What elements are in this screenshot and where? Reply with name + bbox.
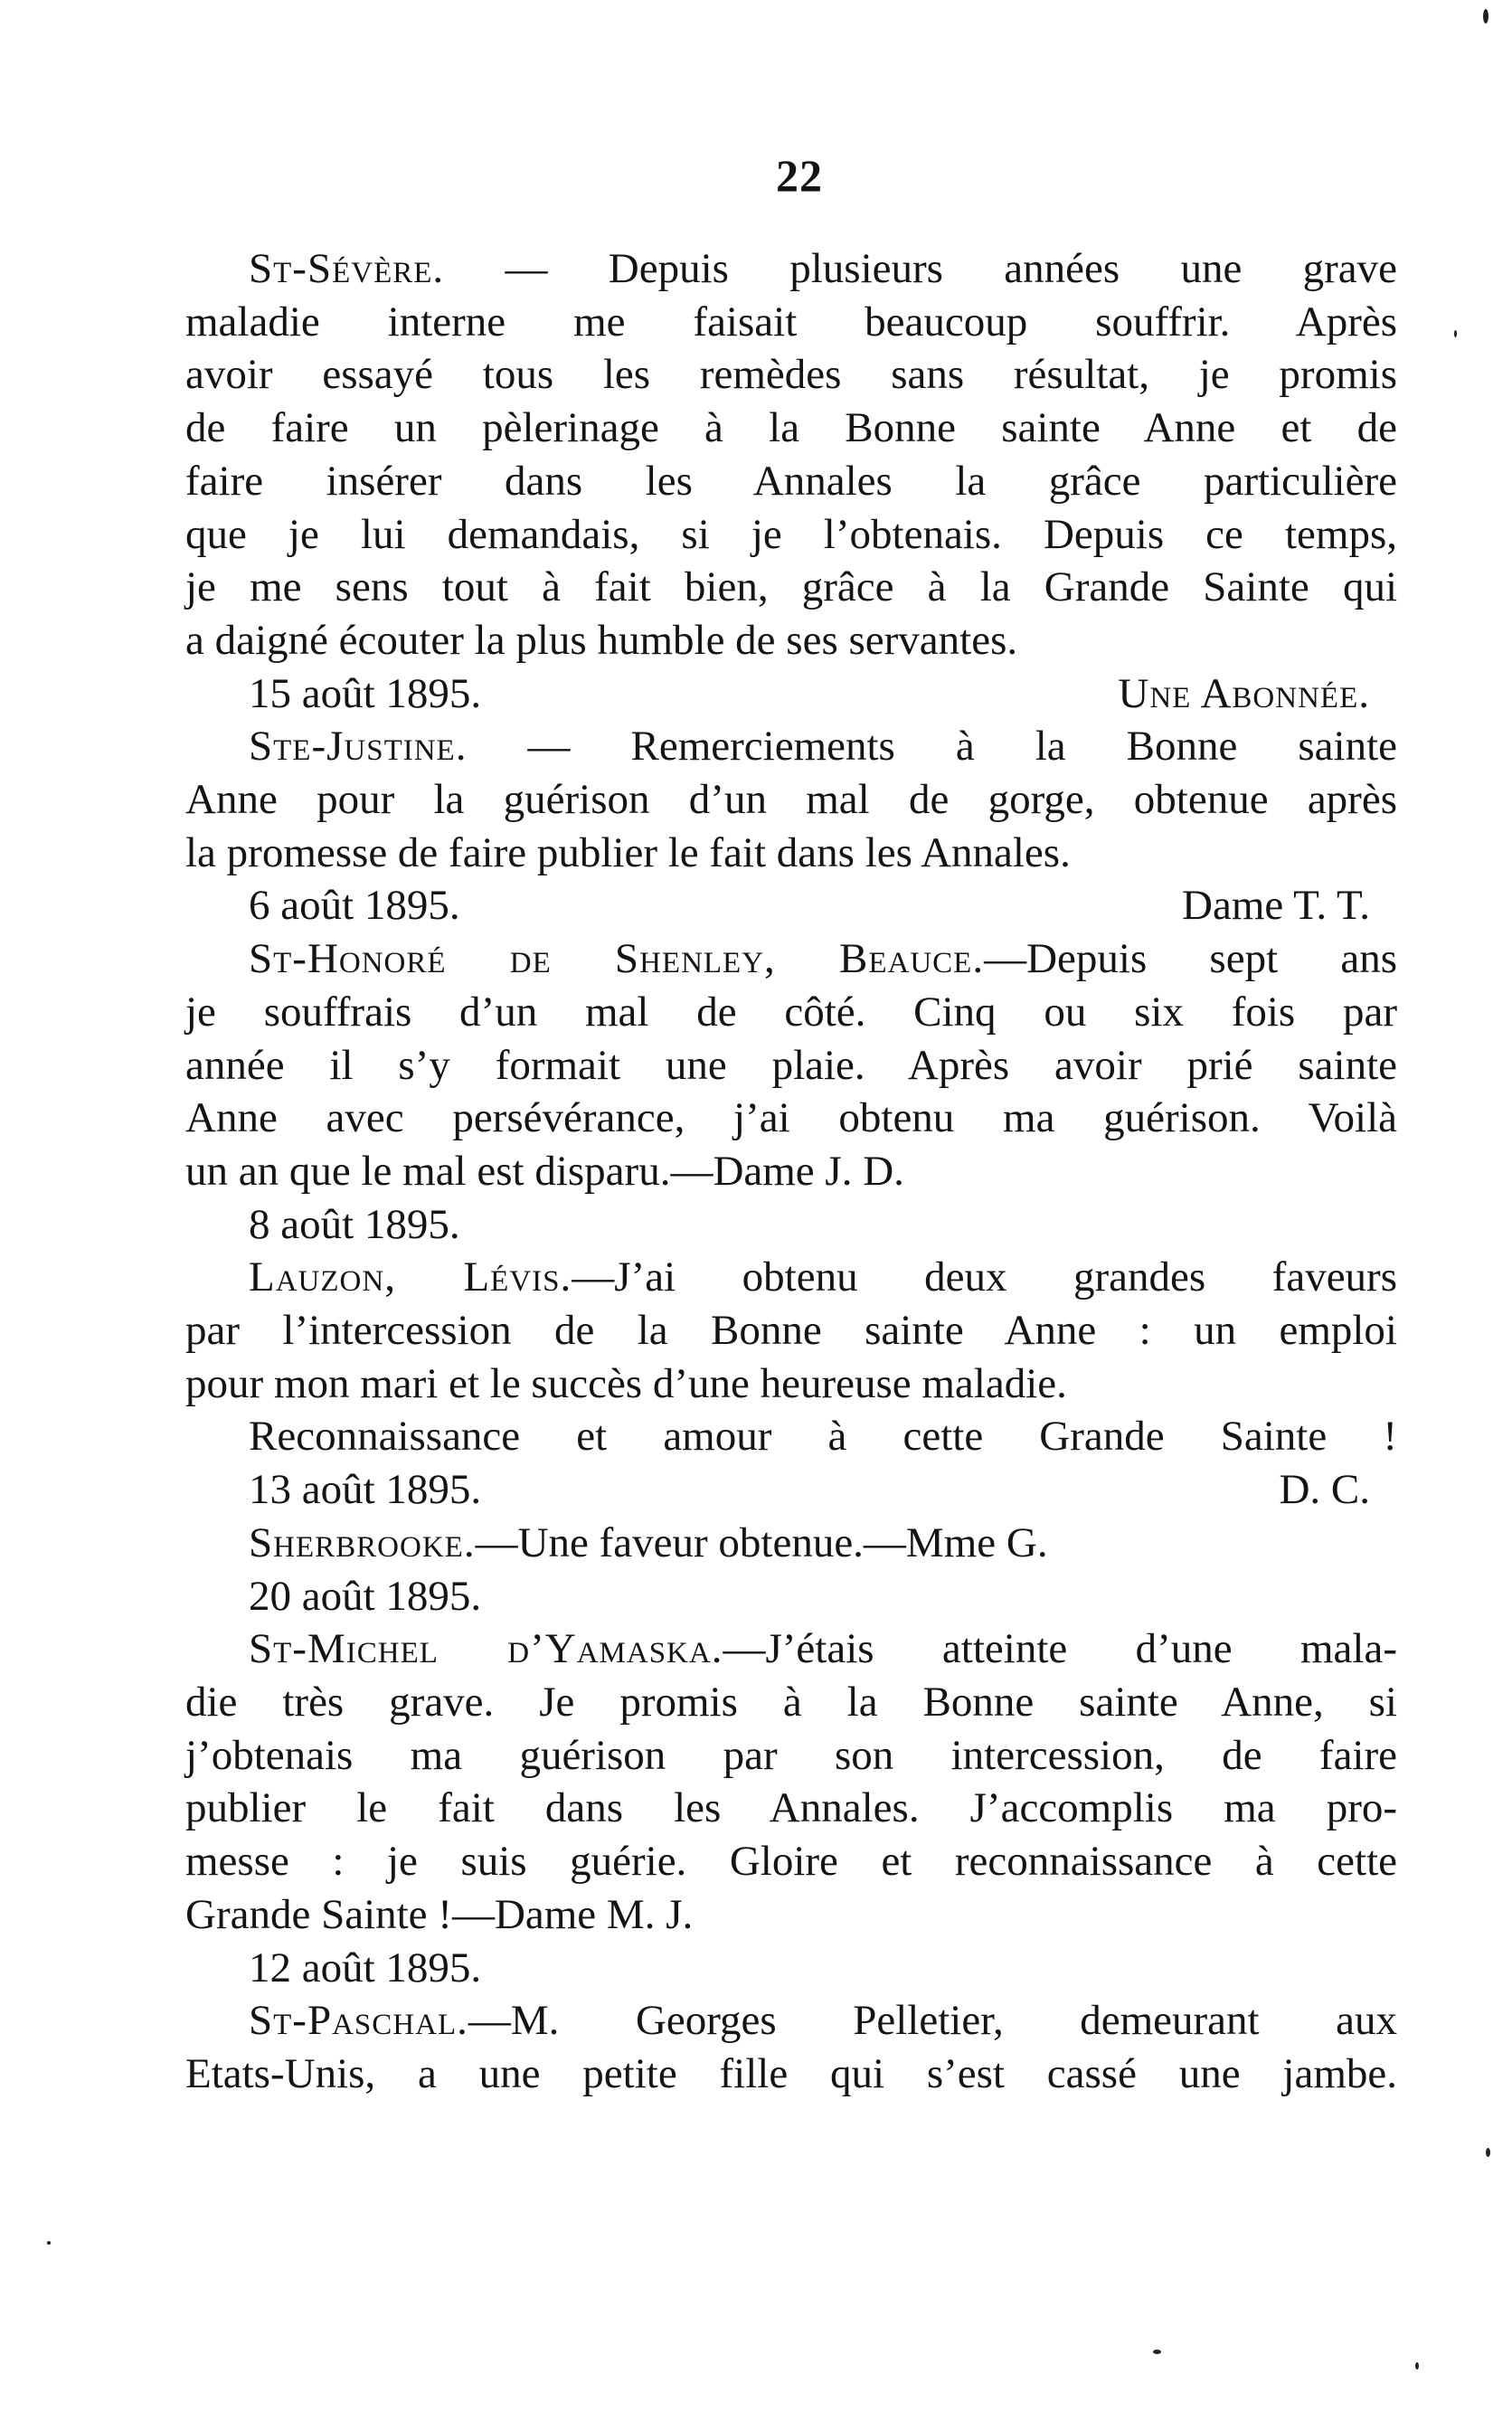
entry-first-line: Ste-Justine. — Remerciements à la Bonne sainte: [249, 723, 1397, 771]
text-line: je souffrais d’un mal de côté. Cinq ou six fois par: [185, 988, 1397, 1036]
text-line: a daigné écouter la plus humble de ses servantes.: [185, 616, 1018, 664]
scan-speck: [1415, 2362, 1419, 2370]
entry-signature: Dame T. T.: [1182, 882, 1370, 930]
text-line: la promesse de faire publier le fait dans les Annales.: [185, 828, 1071, 876]
text-line: je me sens tout à fait bien, grâce à la Grande Sainte qui: [185, 563, 1397, 611]
entry-ste-justine: [185, 720, 1397, 932]
entry-lauzon: [185, 1251, 1397, 1517]
entry-first-line: St-Sévère. — Depuis plusieurs années une grave: [249, 245, 1397, 292]
scan-speck: [47, 2241, 51, 2245]
text-line: un an que le mal est disparu.—Dame J. D.: [185, 1147, 904, 1195]
entry-signature: D. C.: [1279, 1466, 1370, 1514]
entry-st-honore: [185, 932, 1397, 1251]
text-line: année il s’y formait une plaie. Après avoir prié sainte: [185, 1041, 1397, 1089]
place-name: St-Sévère.: [249, 245, 445, 292]
place-name: Lauzon, Lévis.: [249, 1253, 572, 1301]
text-line: pour mon mari et le succès d’une heureuse maladie.: [185, 1359, 1067, 1407]
place-name: Sherbrooke.: [249, 1518, 476, 1566]
text-line: avoir essayé tous les remèdes sans résultat, je promis: [185, 351, 1397, 399]
entry-first-line: Sherbrooke.—Une faveur obtenue.—Mme G.: [249, 1518, 1048, 1566]
entry-first-line: St-Paschal.—M. Georges Pelletier, demeurant aux: [249, 1997, 1397, 2045]
text-line: Anne avec persévérance, j’ai obtenu ma guérison. Voilà: [185, 1094, 1397, 1142]
entry-st-paschal: [185, 1994, 1397, 2100]
entry-first-line: St-Honoré de Shenley, Beauce.—Depuis sept ans: [249, 935, 1397, 983]
date-signature-row: [185, 667, 1397, 721]
entry-date: 6 août 1895.: [249, 882, 460, 930]
text-line: j’obtenais ma guérison par son intercession, de faire: [185, 1731, 1397, 1779]
text-line: faire insérer dans les Annales la grâce particulière: [185, 457, 1397, 505]
entry-st-michel: [185, 1622, 1397, 1994]
scan-speck: [1153, 2350, 1161, 2354]
text-line: Grande Sainte !—Dame M. J.: [185, 1890, 694, 1938]
text-line: Etats-Unis, a une petite fille qui s’est cassé une jambe.: [185, 2049, 1397, 2097]
text-line: Anne pour la guérison d’un mal de gorge, obtenue après: [185, 776, 1397, 824]
entry-first-line: St-Michel d’Yamaska.—J’étais atteinte d’une mala-: [249, 1625, 1397, 1673]
entry-date: 13 août 1895.: [249, 1466, 482, 1514]
scan-speck: [1454, 330, 1457, 337]
scan-speck: [1483, 9, 1488, 24]
text-line: de faire un pèlerinage à la Bonne sainte Anne et de: [185, 404, 1397, 452]
place-name: Ste-Justine.: [249, 723, 468, 771]
entry-date: 15 août 1895.: [249, 669, 482, 717]
place-name: St-Paschal.: [249, 1997, 468, 2045]
entry-signature: Une Abonnée.: [1118, 669, 1370, 717]
entry-first-line: Lauzon, Lévis.—J’ai obtenu deux grandes faveurs: [249, 1253, 1397, 1301]
entry-sherbrooke: [185, 1517, 1397, 1622]
entry-date: 12 août 1895.: [249, 1944, 482, 1991]
place-name: St-Michel d’Yamaska.: [249, 1625, 723, 1673]
entry-date: 8 août 1895.: [249, 1200, 460, 1248]
text-line: publier le fait dans les Annales. J’accomplis ma pro-: [185, 1784, 1397, 1832]
scan-speck: [1486, 2148, 1490, 2157]
text-line: maladie interne me faisait beaucoup souffrir. Après: [185, 298, 1397, 345]
text-line: die très grave. Je promis à la Bonne sainte Anne, si: [185, 1678, 1397, 1726]
text-line: messe : je suis guérie. Gloire et reconnaissance à cette: [185, 1838, 1397, 1886]
entry-st-severe: [185, 242, 1397, 720]
date-signature-row: [185, 1463, 1397, 1517]
page-number: 22: [776, 150, 823, 201]
place-name: St-Honoré de Shenley, Beauce.: [249, 935, 985, 983]
entry-date: 20 août 1895.: [249, 1572, 482, 1620]
text-line: Reconnaissance et amour à cette Grande Sainte !: [249, 1413, 1397, 1461]
page-text: [185, 242, 1397, 2101]
date-signature-row: [185, 879, 1397, 932]
text-line: que je lui demandais, si je l’obtenais. Depuis ce temps,: [185, 510, 1397, 558]
text-line: par l’intercession de la Bonne sainte Anne : un emploi: [185, 1307, 1397, 1355]
